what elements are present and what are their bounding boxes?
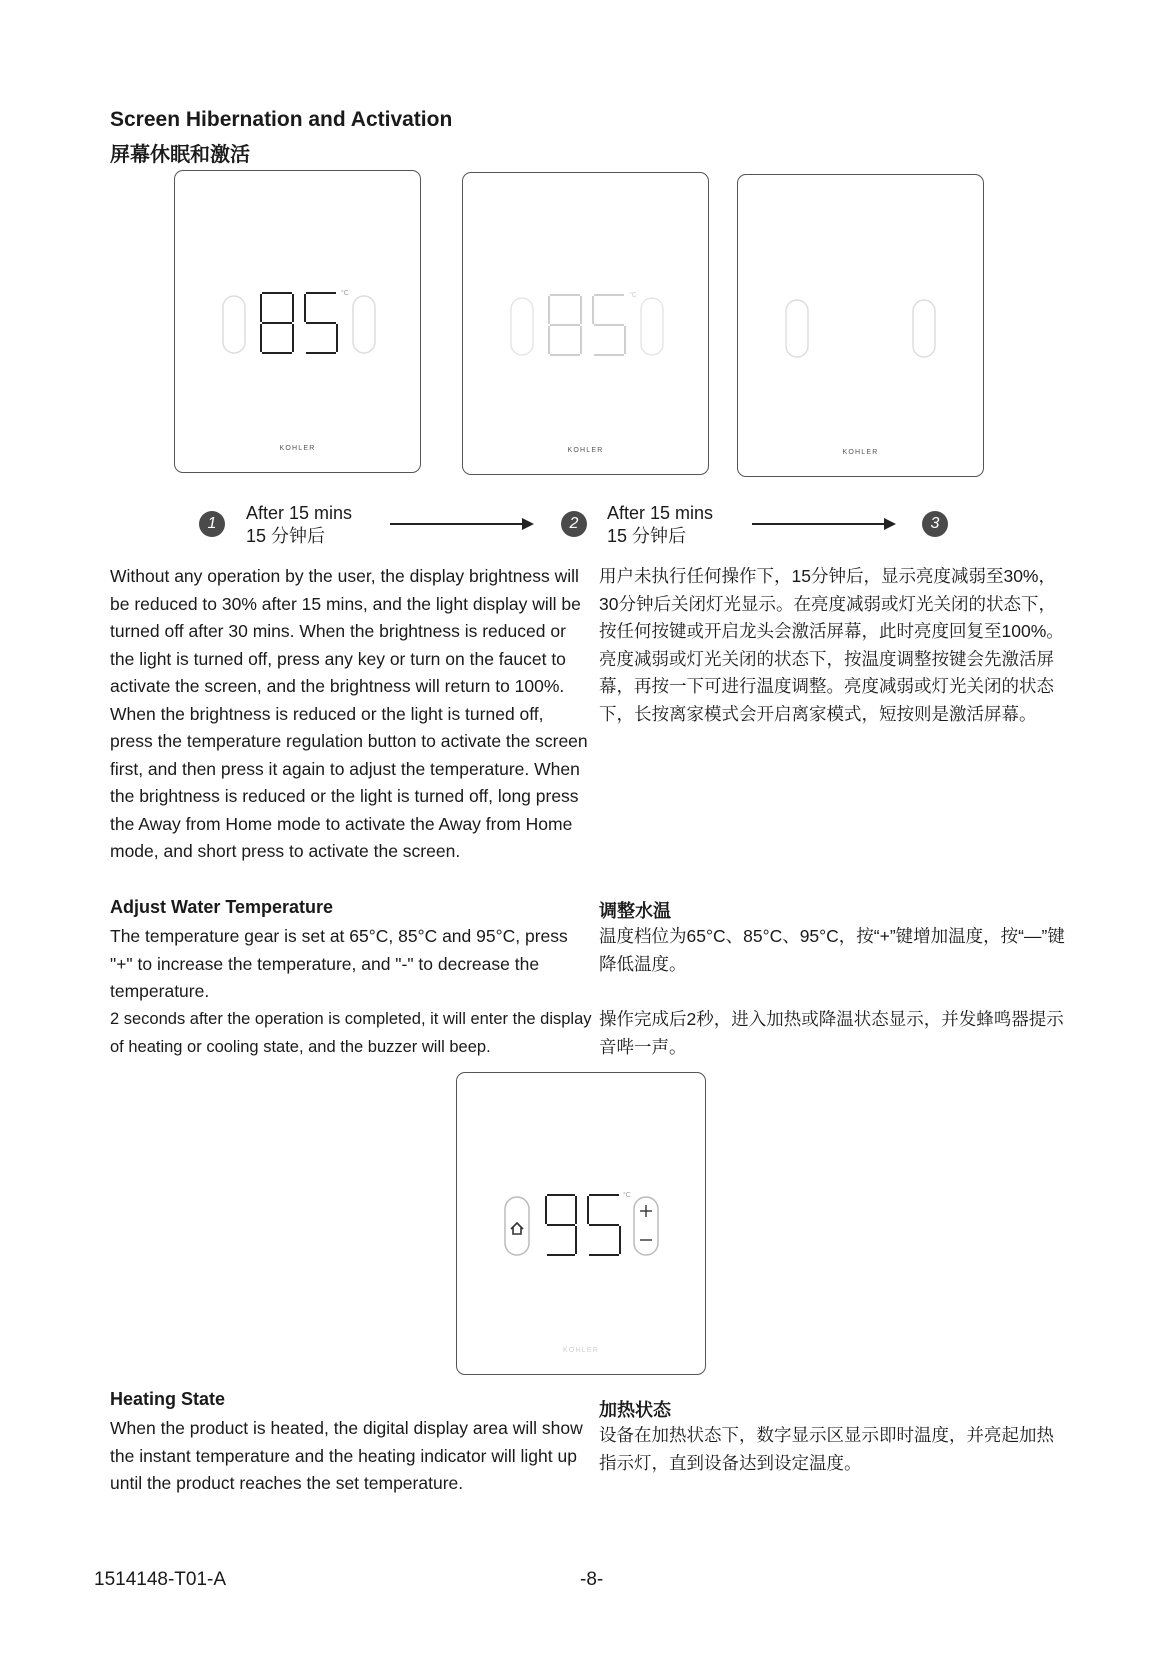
- heating-text-en: When the product is heated, the digital display area will show the instant temperature and the heating indicator will light up until the product reaches the set temperature.: [110, 1418, 583, 1493]
- svg-text:°C: °C: [341, 290, 349, 297]
- document-number: 1514148-T01-A: [94, 1569, 227, 1590]
- step-2-label-en: After 15 mins: [607, 503, 714, 523]
- brand-logo: KOHLER: [842, 449, 879, 456]
- arrow-right-icon: [752, 523, 894, 525]
- plus-icon: [640, 1205, 652, 1217]
- device-panel-heating: [456, 1072, 706, 1375]
- heating-title-zh: 加热状态: [599, 1400, 671, 1420]
- adjust-text-1-en: The temperature gear is set at 65°C, 85°C and 95°C, press "+" to increase the temperature, and "-" to decrease the temperature.: [110, 926, 568, 1001]
- step-3-badge: 3: [922, 511, 948, 537]
- device-panel-full-brightness: [174, 170, 421, 473]
- arrow-right-icon: [390, 523, 532, 525]
- device-panel-dimmed: [462, 172, 709, 475]
- step-1-label-en: After 15 mins: [246, 503, 353, 523]
- adjust-text-2-en: 2 seconds after the operation is completed, it will enter the display of heating or cooling state, and the buzzer will beep.: [110, 1010, 592, 1056]
- step-2-label: [607, 502, 713, 548]
- heating-text-zh: 设备在加热状态下，数字显示区显示即时温度，并亮起加热指示灯，直到设备达到设定温度。: [599, 1425, 1054, 1473]
- step-1-label-zh: 15 分钟后: [246, 526, 326, 546]
- adjust-title-zh: 调整水温: [599, 901, 671, 921]
- hibernation-text-zh: 用户未执行任何操作下，15分钟后，显示亮度减弱至30%，30分钟后关闭灯光显示。在亮度减弱或灯光关闭的状态下，按任何按键或开启龙头会激活屏幕，此时亮度回复至100%。亮度减弱或灯光关闭的状态下，按温度调整按键会先激活屏幕，再按一下可进行温度调整。亮度减弱或灯光关闭的状态下，长按离家模式会开启离家模式，短按则是激活屏幕。: [599, 566, 1064, 724]
- step-1-badge: 1: [199, 511, 225, 537]
- display-95-heating: [457, 1073, 707, 1376]
- section-title-zh: 屏幕休眠和激活: [110, 144, 250, 166]
- step-2-badge: 2: [561, 511, 587, 537]
- svg-text:°C: °C: [629, 292, 637, 299]
- display-85-bright: [175, 171, 422, 474]
- heating-title-en: Heating State: [110, 1389, 226, 1409]
- adjust-text-1-zh: 温度档位为65°C、85°C、95°C，按“+”键增加温度，按“—”键降低温度。: [599, 926, 1065, 974]
- display-off: [738, 175, 985, 478]
- home-icon: [511, 1223, 523, 1234]
- brand-logo: KOHLER: [279, 445, 316, 452]
- display-85-dimmed: [463, 173, 710, 476]
- adjust-title-en: Adjust Water Temperature: [110, 897, 334, 917]
- hibernation-text-en: Without any operation by the user, the display brightness will be reduced to 30% after 15 mins, and the light display will be turned off after 30 mins. When the brightness is reduced or the light is turned off, press any key or turn on the faucet to activate the screen, and the brightness will return to 100%. When the brightness is reduced or the light is turned off, press the temperature regulation button to activate the screen first, and then press it again to adjust the temperature. When the brightness is reduced or the light is turned off, long press the Away from Home mode to activate the Away from Home mode, and short press to activate the screen.: [110, 566, 588, 861]
- step-1-label: [246, 502, 352, 548]
- adjust-text-2-zh: 操作完成后2秒，进入加热或降温状态显示，并发蜂鸣器提示音哔一声。: [599, 1009, 1064, 1057]
- page-number: -8-: [580, 1569, 604, 1590]
- brand-logo: KOHLER: [567, 447, 604, 454]
- brand-logo: KOHLER: [563, 1347, 599, 1354]
- svg-text:°C: °C: [623, 1192, 631, 1199]
- step-2-label-zh: 15 分钟后: [607, 526, 687, 546]
- section-title-en: Screen Hibernation and Activation: [110, 108, 453, 131]
- device-panel-off: [737, 174, 984, 477]
